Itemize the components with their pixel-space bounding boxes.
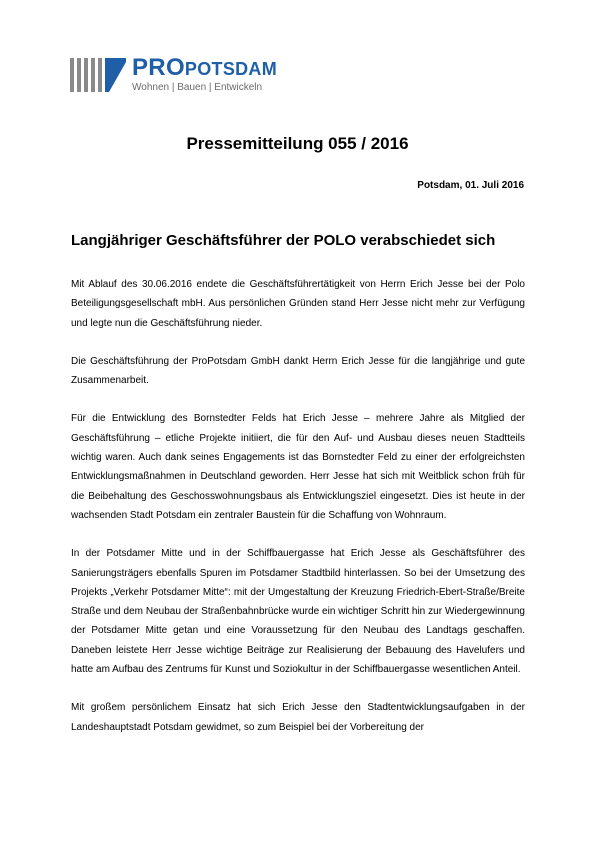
logo-wordmark-potsdam: POTSDAM	[184, 59, 278, 79]
paragraph-1: Mit Ablauf des 30.06.2016 endete die Geschäftsführertätigkeit von Herrn Erich Jesse bei der Polo Beteiligungsgesellschaft mbH. Aus persönlichen Gründen stand Herr Jesse nicht mehr zur Verfügung und legte nun die Geschäftsführung nieder.	[71, 279, 525, 329]
propotsdam-logo-stripes-icon	[70, 58, 126, 92]
paragraph-3: Für die Entwicklung des Bornstedter Felds hat Erich Jesse – mehrere Jahre als Mitglied der Geschäftsführung – etliche Projekte initiiert, die für den Auf- und Ausbau dieses neuen Stadtteils wichtig waren. Auch dank seines Engagements ist das Bornstedter Feld zu einer der erfolgreichsten Entwicklungsmaßnahmen in Deutschland geworden. Herr Jesse hat sich mit Weitblick schon früh für die Beibehaltung des Geschosswohnungsbaus als Entwicklungsziel eingesetzt. Dies ist heute in der wachsenden Stadt Potsdam ein zentraler Baustein für die Schaffung von Wohnraum.	[71, 413, 525, 521]
paragraph-5: Mit großem persönlichem Einsatz hat sich Erich Jesse den Stadtentwicklungsaufgaben in der Landeshauptstadt Potsdam gewidmet, so zum Beispiel bei der Vorbereitung der	[71, 702, 525, 733]
body-text	[71, 275, 525, 756]
headline: Langjähriger Geschäftsführer der POLO verabschiedet sich	[71, 232, 496, 249]
dateline: Potsdam, 01. Juli 2016	[417, 180, 524, 191]
logo-tagline: Wohnen | Bauen | Entwickeln	[132, 82, 263, 93]
logo-wordmark	[132, 56, 277, 81]
logo-wordmark-pro: PRO	[132, 54, 185, 81]
paragraph-4: In der Potsdamer Mitte und in der Schiffbauergasse hat Erich Jesse als Geschäftsführer des Sanierungsträgers ebenfalls Spuren im Potsdamer Stadtbild hinterlassen. So bei der Umsetzung des Projekts „Verkehr Potsdamer Mitte“: mit der Umgestaltung der Kreuzung Friedrich-Ebert-Straße/Breite Straße und dem Neubau der Straßenbahnbrücke wurde ein wichtiger Schritt hin zur Wiedergewinnung der Potsdamer Mitte getan und eine Voraussetzung für den Neubau des Landtags geschaffen. Daneben leistete Herr Jesse wichtige Beiträge zur Realisierung der Bebauung des Havelufers und hatte am Aufbau des Zentrums für Kunst und Soziokultur in der Schiffbauergasse wesentlichen Anteil.	[71, 548, 525, 676]
document-title: Pressemitteilung 055 / 2016	[186, 134, 409, 153]
paragraph-2: Die Geschäftsführung der ProPotsdam GmbH dankt Herrn Erich Jesse für die langjährige und gute Zusammenarbeit.	[71, 355, 525, 387]
propotsdam-logo	[70, 54, 310, 100]
